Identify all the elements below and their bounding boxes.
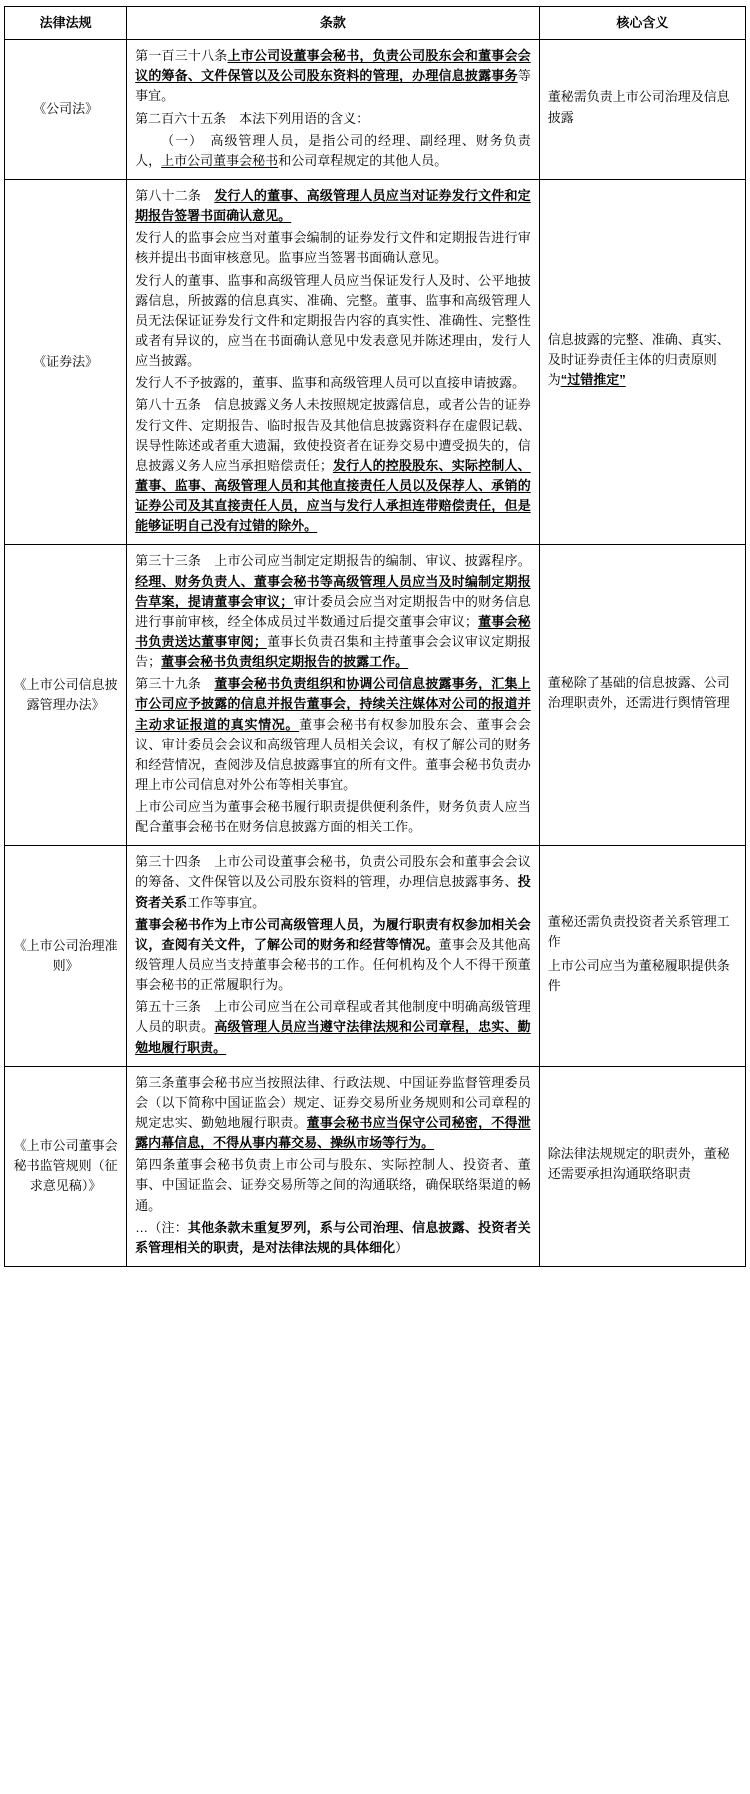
clause-paragraph: [135, 373, 531, 393]
table-row: [5, 1066, 746, 1266]
clause-text: 第八十二条: [135, 187, 215, 203]
clause-paragraph: [135, 551, 531, 672]
law-name-label: 《证券法》: [33, 354, 99, 370]
clause-paragraph: [135, 674, 531, 795]
clause-paragraph: [135, 797, 531, 837]
law-name-label: 《上市公司董事会秘书监管规则（征求意见稿）》: [13, 1138, 118, 1194]
clause-text: ）: [395, 1239, 409, 1255]
clause-text: 董事会秘书应当保守公司秘密，不得泄露内幕信息，不得从事内幕交易、操纵市场等行为。: [135, 1115, 531, 1151]
core-meaning-text: 上市公司应当为董秘履职提供条件: [547, 958, 730, 994]
clause-text: 董事会秘书作为上市公司高级管理人员，为履行职责有权参加相关会议，查阅有关文件，了解公司的财务和经营等情况。: [135, 916, 531, 952]
clause-text: （一） 高级管理人员，是指公司的经理、副经理、财务负责人，: [135, 132, 531, 168]
clause-text: 经理、财务负责人、董事会秘书等高级管理人员应当及时编制定期报告草案，提请董事会审议；: [135, 573, 531, 609]
clause-text: …（注：: [135, 1219, 188, 1235]
clause-text: 董事会秘书负责组织和协调公司信息披露事务，汇集上市公司应予披露的信息并报告董事会，持续关注媒体对公司的报道并主动求证报道的真实情况。: [135, 676, 531, 732]
table-row: [5, 545, 746, 846]
clause-text: 等事宜。: [135, 68, 531, 104]
clause-paragraph: [135, 915, 531, 996]
table-body: [5, 40, 746, 1267]
clause-text: 其他条款未重复罗列，系与公司治理、信息披露、投资者关系管理相关的职责，是对法律法规的具体细化: [135, 1219, 531, 1255]
clause-cell: [127, 545, 540, 846]
clause-cell: [127, 179, 540, 544]
law-name-label: 《上市公司治理准则》: [13, 937, 118, 974]
law-name-label: 《上市公司信息披露管理办法》: [13, 677, 118, 713]
clause-paragraph: [135, 1155, 531, 1215]
table-row: [5, 846, 746, 1066]
clause-text: 第三十四条 上市公司设董事会秘书，负责公司股东会和董事会会议的筹备、文件保管以及公司股东资料的管理，办理信息披露事务、: [135, 854, 531, 890]
core-meaning-cell: [539, 1066, 745, 1266]
table-row: [5, 179, 746, 544]
clause-text: 投资者关系: [135, 874, 531, 910]
clause-text: 第二百六十五条 本法下列用语的含义：: [135, 110, 370, 126]
clause-text: 第三条董事会秘书应当按照法律、行政法规、中国证券监督管理委员会（以下简称中国证监会）规定、证券交易所业务规则和公司章程的规定忠实、勤勉地履行职责。: [135, 1074, 531, 1131]
clause-paragraph: [135, 186, 531, 226]
core-meaning-text: 除法律法规规定的职责外，董秘还需要承担沟通联络职责: [547, 1146, 730, 1182]
core-meaning-text: [548, 330, 737, 390]
clause-text: 上市公司董事会秘书: [161, 152, 279, 168]
clause-text: 审计委员会应当对定期报告中的财务信息进行事前审核，经全体成员过半数通过后提交董事会审议；: [135, 593, 531, 629]
table-row: [5, 40, 746, 180]
clause-cell: [127, 1066, 540, 1266]
clause-text: 工作等事宜。: [187, 894, 266, 910]
clause-text: 第八十五条 信息披露义务人未按照规定披露信息，或者公告的证券发行文件、定期报告、临时报告及其他信息披露资料存在虚假记载、误导性陈述或者重大遗漏，致使投资者在证券交易中遭受损失的，信息披露义务人应当承担赔偿责任；: [135, 397, 531, 473]
clause-text: 董事会及其他高级管理人员应当支持董事会秘书的工作。任何机构及个人不得干预董事会秘书的正常履职行为。: [135, 936, 531, 993]
column-header-law: 法律法规: [5, 7, 127, 40]
clause-text: 发行人的控股股东、实际控制人、董事、监事、高级管理人员和其他直接责任人员以及保荐人、承销的证券公司及其直接责任人员，应当与发行人承担连带赔偿责任，但是能够证明自己没有过错的除外。: [135, 457, 531, 534]
clause-cell: [127, 40, 540, 180]
law-regulation-table: [4, 6, 746, 1267]
law-name-cell: [5, 846, 127, 1066]
core-meaning-cell: [539, 545, 745, 846]
core-meaning-text-plain: 信息披露的完整、准确、真实、及时证券责任主体的归责原则为: [547, 331, 730, 388]
clause-text: 上市公司应当为董事会秘书履行职责提供便利条件，财务负责人应当配合董事会秘书在财务信息披露方面的相关工作。: [135, 799, 531, 835]
law-name-cell: [5, 179, 127, 544]
table-header: [5, 7, 746, 40]
clause-text: 董事长负责召集和主持董事会会议审议定期报告；: [135, 633, 531, 670]
clause-text: 第五十三条 上市公司应当在公司章程或者其他制度中明确高级管理人员的职责。: [135, 999, 531, 1035]
clause-cell: [127, 846, 540, 1066]
clause-text: 董事会秘书负责送达董事审阅；: [135, 613, 531, 649]
clause-text: 发行人的监事会应当对董事会编制的证券发行文件和定期报告进行审核并提出书面审核意见。监事应当签署书面确认意见。: [135, 230, 531, 266]
law-name-label: 《公司法》: [33, 101, 99, 117]
table-header-row: [5, 7, 746, 40]
clause-paragraph: [135, 271, 531, 372]
law-name-cell: [5, 40, 127, 180]
column-header-clause: 条款: [127, 7, 540, 40]
clause-paragraph: [135, 109, 531, 129]
core-meaning-cell: [539, 40, 745, 180]
clause-paragraph: [135, 46, 531, 106]
core-meaning-text: 董秘除了基础的信息披露、公司治理职责外，还需进行舆情管理: [547, 675, 730, 711]
core-meaning-text: 董秘需负责上市公司治理及信息披露: [547, 89, 730, 125]
clause-paragraph: [135, 395, 531, 536]
clause-text: 和公司章程规定的其他人员。: [278, 152, 448, 168]
clause-text: 第一百三十八条: [135, 48, 228, 64]
clause-text: 第四条董事会秘书负责上市公司与股东、实际控制人、投资者、董事、中国证监会、证券交易所等之间的沟通联络，确保联络渠道的畅通。: [135, 1157, 531, 1213]
law-name-cell: [5, 545, 127, 846]
core-meaning-cell: [539, 846, 745, 1066]
clause-text: 第三十三条 上市公司应当制定定期报告的编制、审议、披露程序。: [135, 553, 531, 569]
law-name-cell: [5, 1066, 127, 1266]
clause-paragraph: [135, 131, 531, 171]
clause-text: 发行人的董事、监事和高级管理人员应当保证发行人及时、公平地披露信息，所披露的信息真实、准确、完整。董事、监事和高级管理人员无法保证证券发行文件和定期报告内容的真实性、准确性、完整性或者有异议的，应当在书面确认意见中发表意见并陈述理由，发行人应当披露。: [135, 272, 531, 369]
clause-paragraph: [135, 997, 531, 1057]
clause-paragraph: [135, 1218, 531, 1258]
clause-text: 上市公司设董事会秘书，负责公司股东会和董事会会议的筹备、文件保管以及公司股东资料的管理，办理信息披露事务: [135, 48, 531, 84]
clause-text: 董事会秘书负责组织定期报告的披露工作。: [161, 654, 409, 670]
clause-paragraph: [135, 852, 531, 912]
clause-paragraph: [135, 1073, 531, 1154]
clause-text: 第三十九条: [135, 676, 215, 692]
clause-text: 高级管理人员应当遵守法律法规和公司章程，忠实、勤勉地履行职责。: [135, 1019, 531, 1055]
core-meaning-text-emphasis: “过错推定”: [560, 372, 626, 388]
clause-text: 董事会秘书有权参加股东会、董事会会议、审计委员会会议和高级管理人员相关会议，有权了解公司的财务和经营情况，查阅涉及信息披露事宜的所有文件。董事会秘书负责办理上市公司信息对外公布等相关事宜。: [135, 716, 531, 792]
column-header-meaning: 核心含义: [539, 7, 745, 40]
core-meaning-cell: [539, 179, 745, 544]
core-meaning-text: 董秘还需负责投资者关系管理工作: [547, 913, 730, 949]
clause-paragraph: [135, 228, 531, 268]
clause-text: 发行人不予披露的，董事、监事和高级管理人员可以直接申请披露。: [135, 375, 526, 391]
clause-text: 发行人的董事、高级管理人员应当对证券发行文件和定期报告签署书面确认意见。: [135, 187, 531, 224]
